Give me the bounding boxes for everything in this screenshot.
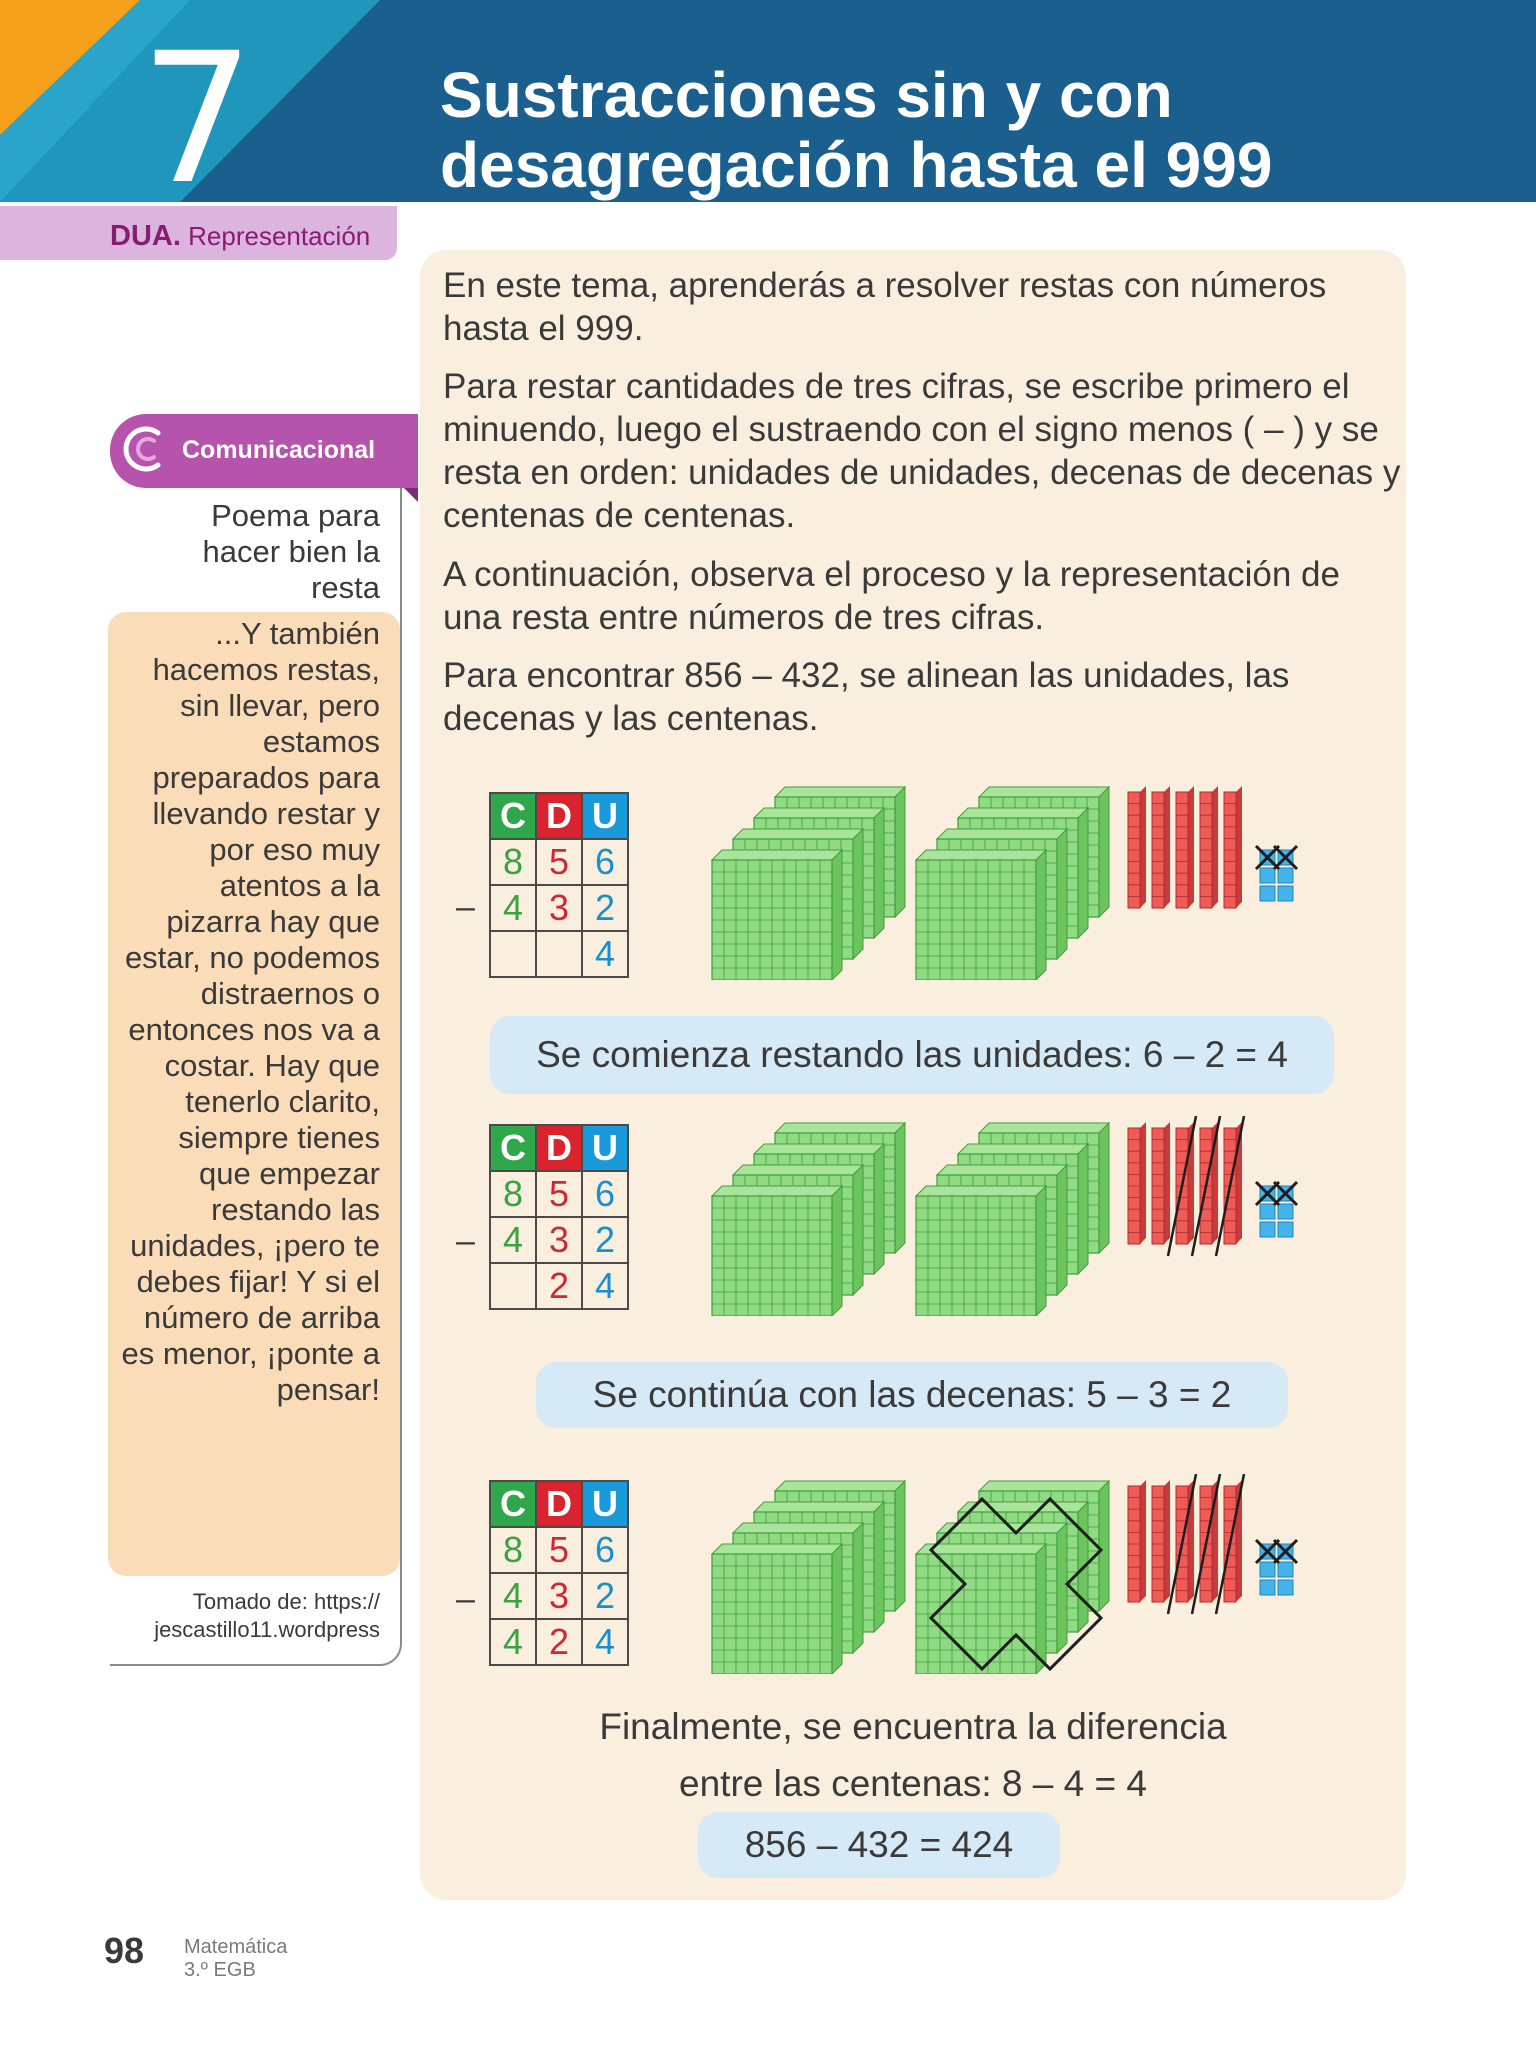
tens-rods-crossed [1128, 1474, 1244, 1614]
dua-banner [0, 206, 397, 260]
unit-cubes [1256, 1182, 1297, 1237]
header-c: C [490, 1481, 536, 1527]
header-c: C [490, 1125, 536, 1171]
dua-label [110, 220, 370, 253]
intro-paragraph: En este tema, aprenderás a resolver restas con números hasta el 999. [443, 266, 1327, 348]
dua-prefix: DUA. [110, 220, 181, 252]
minuend-u: 6 [582, 839, 628, 885]
poem-title: Poema para hacer bien la resta [202, 498, 380, 605]
header-u: U [582, 1481, 628, 1527]
poem-text: ...Y también hacemos restas, sin llevar, pero estamos preparados para llevando restar y por eso muy atentos a la pizarra hay que estar, no podemos distraernos o entonces nos va a costar. Hay que tenerlo clarito, siempre tienes que empezar restando las unidades, ¡pero te debes fijar! Y si el número de arriba es menor, ¡ponte a pensar! [121, 616, 380, 1407]
hundreds-group-2-crossed [916, 1481, 1109, 1674]
communicational-tab [110, 414, 418, 488]
title-line-1: Sustracciones sin y con [440, 59, 1173, 131]
header-u: U [582, 1125, 628, 1171]
hundreds-group-2 [916, 1123, 1109, 1316]
result-d: 2 [536, 1619, 582, 1665]
subtrahend-d: 3 [536, 885, 582, 931]
subtrahend-c: 4 [490, 1217, 536, 1263]
result-u: 4 [582, 1619, 628, 1665]
header-d: D [536, 793, 582, 839]
chapter-title [440, 60, 1500, 200]
poem-source: Tomado de: https:// jescastillo11.wordpress [154, 1589, 380, 1642]
minuend-d: 5 [536, 1527, 582, 1573]
minuend-c: 8 [490, 839, 536, 885]
footer-subject: Matemática [184, 1936, 288, 1958]
result-u: 4 [582, 931, 628, 977]
final-result-pill: 856 – 432 = 424 [698, 1812, 1060, 1878]
subtrahend-u: 2 [582, 1573, 628, 1619]
tens-rods [1128, 786, 1242, 908]
result-c [490, 931, 536, 977]
find-paragraph: Para encontrar 856 – 432, se alinean las unidades, las decenas y las centenas. [443, 656, 1290, 738]
footer-grade: 3.º EGB [184, 1959, 256, 1981]
result-u: 4 [582, 1263, 628, 1309]
steps-paragraph: Para restar cantidades de tres cifras, se escribe primero el minuendo, luego el sustraendo con el signo menos ( – ) y se resta en orden: unidades de unidades, decenas de decenas y centenas de centenas. [443, 367, 1401, 535]
minuend-u: 6 [582, 1527, 628, 1573]
communicational-label: Comunicacional [182, 436, 376, 464]
result-c: 4 [490, 1619, 536, 1665]
header-d: D [536, 1481, 582, 1527]
result-c [490, 1263, 536, 1309]
subtrahend-c: 4 [490, 885, 536, 931]
subtrahend-c: 4 [490, 1573, 536, 1619]
subtrahend-u: 2 [582, 885, 628, 931]
communication-icon [118, 423, 170, 475]
hundreds-group-1 [712, 1481, 905, 1674]
step1-pill: Se comienza restando las unidades: 6 – 2 = 4 [490, 1016, 1334, 1094]
base-ten-blocks-step1 [700, 780, 1340, 980]
chapter-header [0, 0, 1536, 202]
dua-type: Representación [188, 221, 371, 251]
minuend-c: 8 [490, 1527, 536, 1573]
minuend-u: 6 [582, 1171, 628, 1217]
unit-number: 7 [140, 15, 255, 202]
final-text-line1: Finalmente, se encuentra la diferencia [599, 1706, 1227, 1747]
minus-sign: – [456, 1580, 475, 1618]
footer-subject-block [184, 1936, 287, 1982]
unit-cubes [1256, 1540, 1297, 1595]
continue-paragraph: A continuación, observa el proceso y la representación de una resta entre números de tres cifras. [443, 555, 1340, 637]
result-d [536, 931, 582, 977]
minus-sign: – [456, 888, 475, 926]
hundreds-group-1 [712, 1123, 905, 1316]
step2-pill: Se continúa con las decenas: 5 – 3 = 2 [536, 1362, 1288, 1428]
final-text-line2: entre las centenas: 8 – 4 = 4 [679, 1763, 1147, 1804]
header-d: D [536, 1125, 582, 1171]
cdu-table-step2 [489, 1124, 629, 1310]
base-ten-blocks-step2 [700, 1116, 1340, 1316]
header-c: C [490, 793, 536, 839]
base-ten-blocks-step3 [700, 1474, 1340, 1674]
subtrahend-d: 3 [536, 1573, 582, 1619]
minuend-c: 8 [490, 1171, 536, 1217]
title-line-2: desagregación hasta el 999 [440, 129, 1273, 201]
subtrahend-d: 3 [536, 1217, 582, 1263]
minus-sign: – [456, 1222, 475, 1260]
page-number: 98 [104, 1930, 145, 1971]
minuend-d: 5 [536, 1171, 582, 1217]
cdu-table-step3 [489, 1480, 629, 1666]
hundreds-group-1 [712, 787, 905, 980]
cdu-table-step1 [489, 792, 629, 978]
unit-cubes [1256, 846, 1297, 901]
result-d: 2 [536, 1263, 582, 1309]
hundreds-group-2 [916, 787, 1109, 980]
tens-rods-crossed [1128, 1116, 1244, 1256]
minuend-d: 5 [536, 839, 582, 885]
subtrahend-u: 2 [582, 1217, 628, 1263]
header-u: U [582, 793, 628, 839]
